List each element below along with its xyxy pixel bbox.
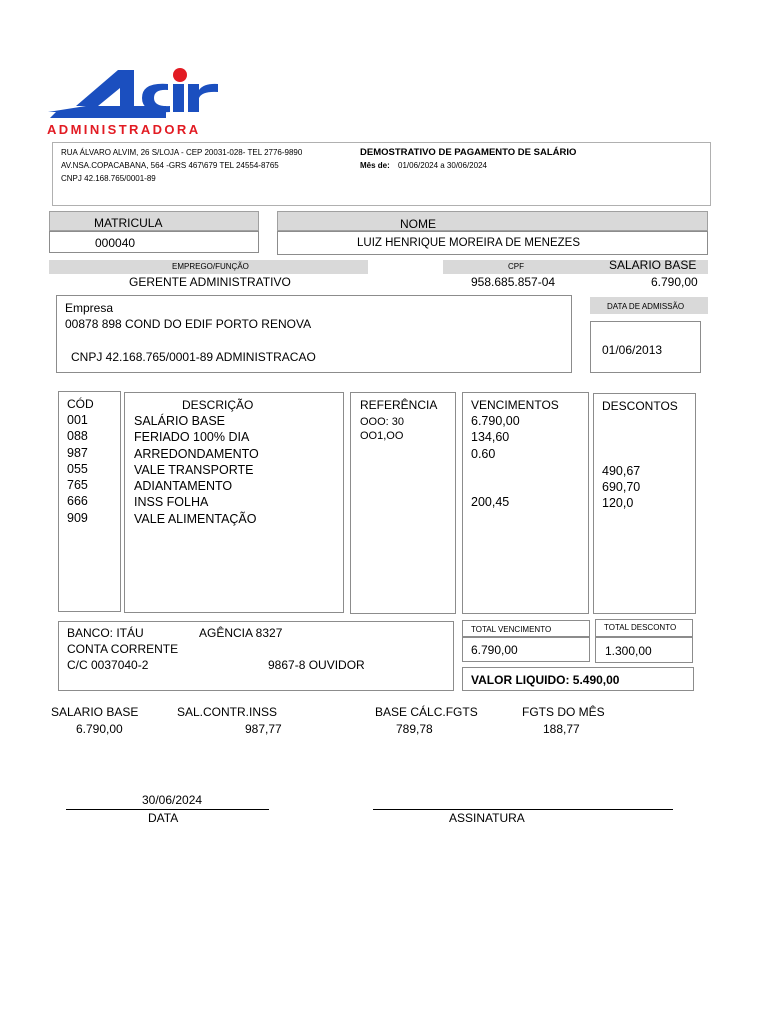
vencimento-item (471, 478, 520, 494)
footer-base-fgts-value: 789,78 (396, 722, 433, 736)
desconto-item (602, 414, 640, 430)
descricao-item: VALE TRANSPORTE (134, 462, 254, 477)
date-line (66, 809, 269, 810)
descricao-item: SALÁRIO BASE (134, 414, 226, 428)
referencia-item: OOO: 30 (360, 416, 405, 428)
vencimento-item: 200,45 (471, 495, 510, 510)
salario-base-value: 6.790,00 (651, 275, 698, 289)
matricula-box (49, 231, 259, 253)
signature-label: ASSINATURA (449, 811, 525, 825)
cod-item: 001 (67, 413, 88, 427)
cod-item: 055 (67, 461, 88, 476)
nome-header (277, 211, 708, 231)
footer-sal-base-value: 6.790,00 (76, 722, 123, 736)
cod-item: 909 (67, 510, 88, 525)
matricula-value: 000040 (95, 236, 136, 250)
salario-base-label: SALARIO BASE (609, 258, 697, 272)
empresa-cnpj: CNPJ 42.168.765/0001-89 ADMINISTRACAO (71, 350, 316, 364)
desconto-item: 690,70 (602, 480, 641, 495)
vencimentos-header: VENCIMENTOS (471, 398, 559, 412)
signature-date-label: DATA (148, 811, 179, 825)
footer-sal-contr-value: 987,77 (245, 722, 282, 736)
company-cnpj: CNPJ 42.168.765/0001-89 (61, 174, 156, 183)
address-line-1: RUA ÁLVARO ALVIM, 26 S/LOJA - CEP 20031-028- TEL 2776-9890 (61, 148, 303, 157)
vencimento-item: 134,60 (471, 430, 510, 445)
vencimentos-list (471, 413, 520, 511)
desconto-item: 120,0 (602, 496, 634, 511)
month-label: Mês de: (360, 161, 390, 170)
cod-list (67, 412, 88, 526)
nome-value: LUIZ HENRIQUE MOREIRA DE MENEZES (357, 237, 581, 249)
signature-line (373, 809, 673, 810)
referencia-header: REFERÊNCIA (360, 398, 438, 412)
bank-agencia: AGÊNCIA 8327 (199, 626, 283, 640)
cod-item: 666 (67, 494, 88, 509)
footer-sal-base-label: SALARIO BASE (51, 705, 139, 719)
bank-cc: C/C 0037040-2 (67, 658, 149, 672)
total-desc-value: 1.300,00 (605, 644, 652, 658)
admissao-label: DATA DE ADMISSÃO (607, 302, 685, 311)
descricao-list (134, 413, 259, 527)
descontos-list (602, 414, 640, 512)
funcao-label: EMPREGO/FUNÇÃO (172, 262, 249, 271)
cpf-label: CPF (508, 262, 524, 271)
address-line-2: AV.NSA.COPACABANA, 564 -GRS 467\679 TEL 24554-8765 (61, 161, 279, 170)
funcao-value: GERENTE ADMINISTRATIVO (129, 275, 291, 289)
total-venc-value: 6.790,00 (471, 643, 518, 657)
nome-label: NOME (400, 217, 436, 231)
desconto-item (602, 430, 640, 446)
matricula-label: MATRICULA (94, 216, 163, 230)
vencimento-item: 6.790,00 (471, 414, 520, 428)
descricao-item: INSS FOLHA (134, 495, 209, 510)
total-venc-label: TOTAL VENCIMENTO (471, 625, 552, 634)
document-title: DEMOSTRATIVO DE PAGAMENTO DE SALÁRIO (360, 147, 577, 158)
referencia-list (360, 415, 404, 443)
vencimento-item (471, 462, 520, 478)
period: 01/06/2024 a 30/06/2024 (398, 161, 487, 170)
company-logo (46, 66, 226, 138)
descricao-item: ARREDONDAMENTO (134, 446, 259, 461)
bank-name: BANCO: ITÁU (67, 626, 144, 640)
footer-fgts-mes-label: FGTS DO MÊS (522, 705, 605, 719)
desconto-item (602, 447, 640, 463)
empresa-code: 00878 898 COND DO EDIF PORTO RENOVA (65, 317, 312, 331)
descricao-item: ADIANTAMENTO (134, 479, 233, 494)
bank-ouvidor: 9867-8 OUVIDOR (268, 658, 365, 672)
cod-item: 088 (67, 429, 88, 444)
signature-date-value: 30/06/2024 (142, 793, 203, 807)
vencimento-item: 0.60 (471, 446, 496, 461)
desconto-item: 490,67 (602, 463, 641, 478)
referencia-item: OO1,OO (360, 430, 404, 442)
valor-liquido: VALOR LIQUIDO: 5.490,00 (471, 673, 620, 687)
cpf-value: 958.685.857-04 (471, 275, 556, 289)
logo-subtitle: ADMINISTRADORA (47, 122, 201, 137)
empresa-label: Empresa (65, 301, 114, 315)
cod-item: 765 (67, 478, 88, 493)
descricao-item: FERIADO 100% DIA (134, 430, 250, 445)
footer-fgts-mes-value: 188,77 (543, 722, 580, 736)
total-desc-label: TOTAL DESCONTO (604, 623, 677, 632)
footer-base-fgts-label: BASE CÁLC.FGTS (375, 705, 478, 719)
admissao-value: 01/06/2013 (602, 343, 663, 357)
descontos-header: DESCONTOS (602, 399, 678, 413)
footer-sal-contr-label: SAL.CONTR.INSS (177, 705, 278, 719)
cod-item: 987 (67, 445, 88, 460)
bank-conta: CONTA CORRENTE (67, 642, 179, 656)
descricao-header: DESCRIÇÃO (182, 398, 254, 412)
cod-header: CÓD (67, 397, 94, 411)
descricao-item: VALE ALIMENTAÇÃO (134, 511, 257, 526)
